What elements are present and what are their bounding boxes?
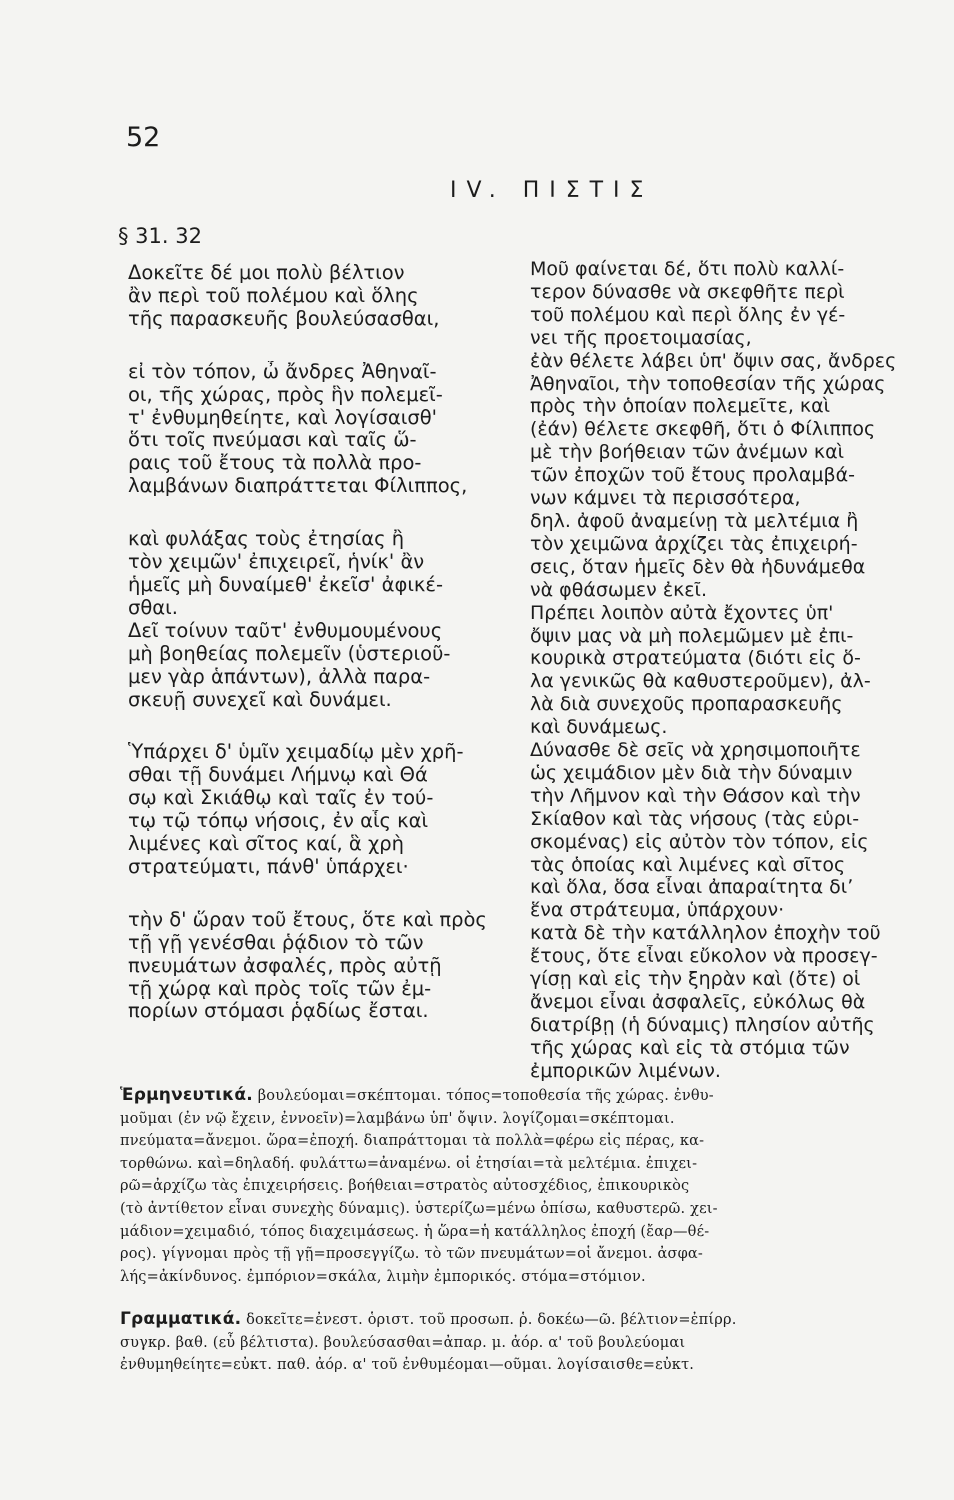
text-line: πρὸς τὴν ὁποίαν πολεμεῖτε, καὶ bbox=[530, 395, 831, 418]
original-text-column bbox=[128, 262, 508, 1023]
original-paragraph-3 bbox=[128, 528, 508, 711]
text-line: εἰ τὸν τόπον, ὦ ἄνδρες Ἀθηναῖ- bbox=[128, 360, 437, 383]
original-paragraph-4 bbox=[128, 741, 508, 878]
text-line: τῳ τῷ τόπῳ νήσοις, ἐν αἷς καὶ bbox=[128, 810, 429, 833]
text-line: Μοῦ φαίνεται δέ, ὅτι πολὺ καλλί- bbox=[530, 258, 845, 280]
note-line: λής=ἀκίνδυνος. ἐμπόριον=σκάλα, λιμὴν ἐμπορικός. στόμα=στόμιον. bbox=[120, 1268, 646, 1285]
text-line: ὅτι τοῖς πνεύμασι καὶ ταῖς ὥ- bbox=[128, 429, 417, 452]
text-line: Ὑπάρχει δ' ὑμῖν χειμαδίῳ μὲν χρῆ- bbox=[128, 741, 464, 764]
text-line: λαμβάνων διαπράττεται Φίλιππος, bbox=[128, 475, 468, 498]
text-line: καὶ φυλάξας τοὺς ἐτησίας ἢ bbox=[128, 528, 405, 551]
note-line bbox=[120, 1084, 935, 1108]
text-line: μὲ τὴν βοήθειαν τῶν ἀνέμων καὶ bbox=[530, 441, 845, 464]
note-line: ἐνθυμηθείητε=εὐκτ. παθ. ἀόρ. α' τοῦ ἐνθυμέομαι—οῦμαι. λογίσαισθε=εὐκτ. bbox=[120, 1357, 695, 1374]
text-line: ἕνα στράτευμα, ὑπάρχουν· bbox=[530, 899, 785, 922]
text-line: τῆς παρασκευῆς βουλεύσασθαι, bbox=[128, 307, 440, 330]
note-line: ρος). γίγνομαι πρὸς τῇ γῇ=προσεγγίζω. τὸ τῶν πνευμάτων=οἱ ἄνεμοι. ἀσφα- bbox=[120, 1246, 704, 1263]
text-line: γίσῃ καὶ εἰς τὴν ξηρὰν καὶ (ὅτε) οἱ bbox=[530, 968, 861, 991]
note-line bbox=[120, 1308, 935, 1332]
text-line: τῆς χώρας καὶ εἰς τὰ στόμια τῶν bbox=[530, 1036, 850, 1059]
text-line: στρατεύματι, πάνθ' ὑπάρχει· bbox=[128, 855, 409, 878]
text-line: ἐμπορικῶν λιμένων. bbox=[530, 1059, 721, 1082]
text-line: μὴ βοηθείας πολεμεῖν (ὑστεριοῦ- bbox=[128, 642, 451, 665]
text-line: σθαι. bbox=[128, 596, 178, 619]
text-line: κουρικὰ στρατεύματα (διότι εἰς ὅ- bbox=[530, 647, 861, 670]
text-line: σκευῇ συνεχεῖ καὶ δυνάμει. bbox=[128, 688, 392, 711]
text-line: ἂν περὶ τοῦ πολέμου καὶ ὅλης bbox=[128, 284, 419, 307]
text-line: Δύνασθε δὲ σεῖς νὰ χρησιμοποιῆτε bbox=[530, 739, 861, 762]
text-line: τῇ χώρᾳ καὶ πρὸς τοῖς τῶν ἐμ- bbox=[128, 977, 432, 1000]
text-line: ὄψιν μας νὰ μὴ πολεμῶμεν μὲ ἐπι- bbox=[530, 624, 854, 647]
note-line: συγκρ. βαθ. (εὖ βέλτιστα). βουλεύσασθαι=ἀπαρ. μ. ἀόρ. α' τοῦ βουλεύομαι bbox=[120, 1334, 686, 1351]
text-line: Ἀθηναῖοι, τὴν τοποθεσίαν τῆς χώρας bbox=[530, 372, 886, 395]
text-line: τὸν χειμῶν' ἐπιχειρεῖ, ἡνίκ' ἂν bbox=[128, 551, 425, 574]
original-paragraph-2 bbox=[128, 361, 508, 498]
text-line: οι, τῆς χώρας, πρὸς ἣν πολεμεῖ- bbox=[128, 383, 443, 406]
note-line: πνεύματα=ἄνεμοι. ὥρα=ἐποχή. διαπράττομαι τὰ πολλὰ=φέρω εἰς πέρας, κα- bbox=[120, 1133, 705, 1150]
text-line: μεν γὰρ ἁπάντων), ἀλλὰ παρα- bbox=[128, 665, 431, 688]
note-line: μάδιον=χειμαδιό, τόπος διαχειμάσεως. ἡ ὥρα=ἡ κατάλληλος ἐποχή (ἔαρ—θέ- bbox=[120, 1223, 710, 1240]
text-line: τὸν χειμῶνα ἀρχίζει τὰς ἐπιχειρή- bbox=[530, 532, 858, 555]
text-line: πορίων στόμασι ῥᾳδίως ἔσται. bbox=[128, 1000, 429, 1023]
text-line: Σκίαθον καὶ τὰς νήσους (τὰς εὑρι- bbox=[530, 807, 860, 830]
hermeneutic-notes bbox=[120, 1084, 935, 1288]
section-reference: § 31. 32 bbox=[118, 224, 202, 248]
text-line: κατὰ δὲ τὴν κατάλληλον ἐποχὴν τοῦ bbox=[530, 922, 881, 945]
text-line: ἡμεῖς μὴ δυναίμεθ' ἐκεῖσ' ἀφικέ- bbox=[128, 573, 443, 596]
grammatical-notes bbox=[120, 1308, 935, 1377]
text-line: ἔτους, ὅτε εἶναι εὔκολον νὰ προσεγ- bbox=[530, 945, 878, 968]
note-line: (τὸ ἀντίθετον εἶναι συνεχὴς δύναμις). ὑστερίζω=μένω ὀπίσω, καθυστερῶ. χει- bbox=[120, 1200, 718, 1217]
text-line: λα γενικῶς θὰ καθυστεροῦμεν), ἀλ- bbox=[530, 670, 871, 693]
text-line: τὴν Λῆμνον καὶ τὴν Θάσον καὶ τὴν bbox=[530, 784, 861, 807]
text-line: καὶ δυνάμεως. bbox=[530, 716, 668, 739]
text-line: σκομένας) εἰς αὐτὸν τὸν τόπον, εἰς bbox=[530, 830, 869, 853]
text-line: σεις, ὅταν ἡμεῖς δὲν θὰ ἠδυνάμεθα bbox=[530, 555, 866, 578]
text-line: νὰ φθάσωμεν ἐκεῖ. bbox=[530, 578, 708, 601]
note-text: βουλεύομαι=σκέπτομαι. τόπος=τοποθεσία τῆς χώρας. ἐνθυ- bbox=[257, 1088, 714, 1104]
notes-heading: Γραμματικά. bbox=[120, 1309, 242, 1329]
text-line: τ' ἐνθυμηθείητε, καὶ λογίσαισθ' bbox=[128, 406, 438, 429]
text-line: τὰς ὁποίας καὶ λιμένες καὶ σῖτος bbox=[530, 853, 846, 876]
text-line: ραις τοῦ ἔτους τὰ πολλὰ προ- bbox=[128, 452, 422, 475]
text-line: (ἐάν) θέλετε σκεφθῆ, ὅτι ὁ Φίλιππος bbox=[530, 418, 876, 441]
chapter-title: IV. ΠΙΣΤΙΣ bbox=[450, 178, 654, 203]
text-line: πνευμάτων ἀσφαλές, πρὸς αὐτῇ bbox=[128, 954, 442, 977]
text-line: λιμένες καὶ σῖτος καί, ἃ χρὴ bbox=[128, 833, 404, 856]
text-line: νων κάμνει τὰ περισσότερα, bbox=[530, 487, 801, 510]
text-line: Πρέπει λοιπὸν αὐτὰ ἔχοντες ὑπ' bbox=[530, 601, 834, 624]
text-line: ἄνεμοι εἶναι ἀσφαλεῖς, εὐκόλως θὰ bbox=[530, 991, 866, 1013]
note-line: μοῦμαι (ἐν νῷ ἔχειν, ἐννοεῖν)=λαμβάνω ὑπ' ὄψιν. λογίζομαι=σκέπτομαι. bbox=[120, 1110, 675, 1127]
text-line: ἐὰν θέλετε λάβει ὑπ' ὄψιν σας, ἄνδρες bbox=[530, 349, 897, 372]
text-line: τοῦ πολέμου καὶ περὶ ὅλης ἐν γέ- bbox=[530, 303, 846, 326]
text-line: σῳ καὶ Σκιάθῳ καὶ ταῖς ἐν τού- bbox=[128, 787, 434, 810]
text-line: τερον δύνασθε νὰ σκεφθῆτε περὶ bbox=[530, 280, 845, 303]
text-line: ὡς χειμάδιον μὲν διὰ τὴν δύναμιν bbox=[530, 761, 853, 784]
text-line: σθαι τῇ δυνάμει Λήμνῳ καὶ Θά bbox=[128, 764, 428, 787]
note-line: τορθώνω. καὶ=δηλαδή. φυλάττω=ἀναμένω. οἱ ἐτησίαι=τὰ μελτέμια. ἐπιχει- bbox=[120, 1155, 698, 1172]
text-line: τῇ γῇ γενέσθαι ῥᾴδιον τὸ τῶν bbox=[128, 931, 424, 954]
text-line: τῶν ἐποχῶν τοῦ ἔτους προλαμβά- bbox=[530, 464, 855, 487]
page-number: 52 bbox=[126, 122, 161, 153]
text-line: δηλ. ἀφοῦ ἀναμείνῃ τὰ μελτέμια ἢ bbox=[530, 509, 859, 532]
text-line: καὶ ὅλα, ὅσα εἶναι ἀπαραίτητα διʼ bbox=[530, 876, 854, 899]
text-line: τὴν δ' ὥραν τοῦ ἔτους, ὅτε καὶ πρὸς bbox=[128, 908, 487, 931]
note-text: δοκεῖτε=ἐνεστ. ὁριστ. τοῦ προσωπ. ῥ. δοκέω—ῶ. βέλτιον=ἐπίρρ. bbox=[246, 1312, 737, 1328]
notes-heading: Ἑρμηνευτικά. bbox=[120, 1085, 253, 1105]
original-paragraph-5 bbox=[128, 909, 508, 1024]
note-line: ρῶ=ἀρχίζω τὰς ἐπιχειρήσεις. βοήθειαι=στρατὸς αὐτοσχέδιος, ἐπικουρικὸς bbox=[120, 1178, 690, 1195]
text-line: Δοκεῖτε δέ μοι πολὺ βέλτιον bbox=[128, 262, 405, 284]
text-line: Δεῖ τοίνυν ταῦτ' ἐνθυμουμένους bbox=[128, 619, 443, 642]
text-line: διατρίβῃ (ἡ δύναμις) πλησίον αὐτῆς bbox=[530, 1013, 875, 1036]
text-line: νει τῆς προετοιμασίας, bbox=[530, 326, 752, 349]
original-paragraph-1 bbox=[128, 262, 508, 331]
text-line: λὰ διὰ συνεχοῦς προπαρασκευῆς bbox=[530, 693, 843, 716]
translation-column bbox=[530, 258, 943, 1083]
